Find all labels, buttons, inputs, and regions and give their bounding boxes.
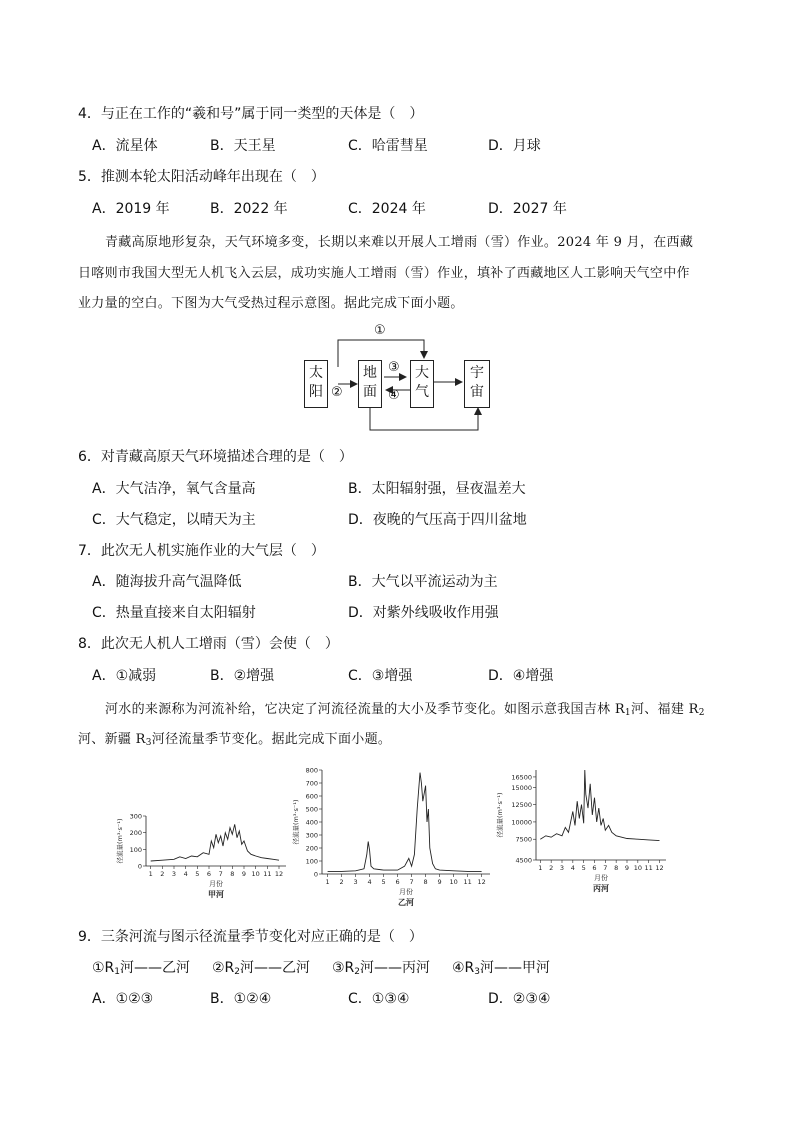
q5-option-d: D．2027 年 — [488, 201, 567, 217]
y-axis-label: 径流量(m³·s⁻¹) — [116, 818, 124, 864]
q9-item-4-num: ④R — [452, 960, 475, 976]
q9-item-2 — [212, 957, 310, 977]
question-6-stem: 6．对青藏高原天气环境描述合理的是（ ） — [78, 449, 353, 465]
chart-title: 丙河 — [593, 884, 609, 893]
atmosphere-box — [410, 360, 434, 408]
q9-item-1-sub: 1 — [114, 967, 121, 977]
x-tick-label: 10 — [633, 864, 642, 872]
question-7-stem: 7．此次无人机实施作业的大气层（ ） — [78, 543, 325, 559]
q9-item-4 — [452, 957, 550, 977]
passage-2-text-d: 河径流量季节变化。据此完成下面小题。 — [151, 732, 392, 747]
series-line — [151, 824, 279, 861]
q9-item-1-num: ①R — [92, 960, 115, 976]
x-tick-label: 6 — [592, 864, 597, 872]
y-axis-label: 径流量(m³·s⁻¹) — [292, 799, 300, 845]
x-tick-label: 8 — [614, 864, 619, 872]
diagram-label-4: ④ — [388, 388, 400, 403]
y-tick-label: 7500 — [515, 835, 532, 844]
x-tick-label: 4 — [570, 864, 575, 872]
question-5-stem: 5．推测本轮太阳活动峰年出现在（ ） — [78, 169, 325, 185]
x-tick-label: 12 — [477, 878, 486, 886]
x-tick-label: 10 — [449, 878, 458, 886]
x-tick-label: 12 — [274, 870, 284, 878]
space-label: 宇宙 — [470, 365, 484, 400]
passage-1-line-2: 日喀则市我国大型无人机飞入云层，成功实施人工增雨（雪）作业，填补了西藏地区人工影响天气空中作 — [78, 266, 690, 281]
q5-option-c: C．2024 年 — [348, 201, 426, 217]
passage-2-text-b: 河、福建 R — [630, 702, 699, 717]
q4-option-c: C．哈雷彗星 — [348, 138, 428, 154]
y-tick-label: 4500 — [515, 856, 532, 865]
diagram-label-2: ② — [331, 385, 343, 400]
x-tick-label: 2 — [549, 864, 554, 872]
x-tick-label: 1 — [148, 870, 153, 878]
y-tick-label: 16500 — [511, 773, 532, 782]
passage-2-sub-2: 2 — [698, 708, 705, 718]
x-tick-label: 2 — [339, 878, 344, 886]
x-tick-label: 3 — [559, 864, 565, 872]
q9-option-a: A．①②③ — [92, 991, 154, 1007]
passage-2-line-1 — [105, 698, 705, 718]
y-tick-label: 0 — [313, 870, 318, 879]
arrow-ground-space — [370, 408, 478, 430]
y-tick-label: 10000 — [511, 818, 532, 827]
diagram-label-3: ③ — [388, 360, 400, 375]
x-tick-label: 6 — [395, 878, 400, 886]
y-tick-label: 400 — [305, 818, 318, 827]
y-tick-label: 800 — [305, 766, 318, 775]
q9-item-4-text: 河——甲河 — [480, 960, 551, 976]
x-tick-label: 1 — [325, 878, 330, 886]
y-tick-label: 300 — [305, 831, 318, 840]
atmosphere-heating-diagram — [300, 322, 500, 434]
q9-item-1-text: 河——乙河 — [120, 960, 191, 976]
q5-option-a: A．2019 年 — [92, 201, 170, 217]
y-tick-label: 0 — [137, 862, 142, 871]
passage-2-line-2 — [78, 728, 391, 748]
x-tick-label: 11 — [263, 870, 272, 878]
q9-item-3-sub: 2 — [354, 967, 361, 977]
q5-option-b: B．2022 年 — [210, 201, 288, 217]
q7-option-a: A．随海拔升高气温降低 — [92, 574, 242, 590]
diagram-label-1: ① — [374, 323, 386, 338]
q6-option-a: A．大气洁净，氧气含量高 — [92, 481, 256, 497]
q9-option-c: C．①③④ — [348, 991, 410, 1007]
y-tick-label: 500 — [305, 805, 318, 814]
q7-option-c: C．热量直接来自太阳辐射 — [92, 605, 256, 621]
q4-option-b: B．天王星 — [210, 138, 276, 154]
x-tick-label: 2 — [160, 870, 165, 878]
q6-option-b: B．太阳辐射强，昼夜温差大 — [348, 481, 526, 497]
y-tick-label: 600 — [305, 792, 318, 801]
q9-item-2-text: 河——乙河 — [240, 960, 311, 976]
x-tick-label: 11 — [644, 864, 653, 872]
x-tick-label: 7 — [218, 870, 223, 878]
q9-item-3-num: ③R — [332, 960, 355, 976]
x-tick-label: 4 — [183, 870, 188, 878]
q9-option-d: D．②③④ — [488, 991, 551, 1007]
question-4-stem: 4．与正在工作的“羲和号”属于同一类型的天体是（ ） — [78, 106, 424, 122]
chart-title: 甲河 — [208, 890, 224, 899]
atmosphere-label: 大气 — [415, 365, 429, 400]
q7-option-d: D．对紫外线吸收作用强 — [348, 605, 499, 621]
x-tick-label: 9 — [437, 878, 442, 886]
ground-label: 地面 — [363, 365, 377, 400]
q9-option-b: B．①②④ — [210, 991, 272, 1007]
q9-item-2-num: ②R — [212, 960, 235, 976]
passage-2-sub-3: 3 — [145, 738, 152, 748]
q9-item-4-sub: 3 — [474, 967, 481, 977]
y-tick-label: 200 — [305, 844, 318, 853]
y-tick-label: 100 — [129, 845, 142, 854]
x-tick-label: 3 — [353, 878, 358, 886]
q6-option-c: C．大气稳定，以晴天为主 — [92, 512, 256, 528]
passage-2-text-a: 河水的来源称为河流补给，它决定了河流径流量的大小及季节变化。如图示意我国吉林 R — [105, 702, 625, 717]
q4-option-a: A．流星体 — [92, 138, 158, 154]
chart-title: 乙河 — [398, 898, 414, 907]
q9-item-3-text: 河——丙河 — [360, 960, 431, 976]
x-tick-label: 7 — [409, 878, 414, 886]
chart-yi-river — [292, 762, 498, 910]
chart-bing-river — [494, 760, 680, 908]
passage-1-line-3: 业力量的空白。下图为大气受热过程示意图。据此完成下面小题。 — [78, 296, 464, 311]
question-9-stem: 9．三条河流与图示径流量季节变化对应正确的是（ ） — [78, 929, 423, 945]
x-tick-label: 9 — [624, 864, 630, 872]
q7-option-b: B．大气以平流运动为主 — [348, 574, 498, 590]
x-tick-label: 10 — [251, 870, 260, 878]
passage-2-text-c: 河、新疆 R — [78, 732, 146, 747]
q9-item-2-sub: 2 — [234, 967, 241, 977]
q8-option-d: D．④增强 — [488, 668, 554, 684]
x-axis-label: 月份 — [399, 888, 413, 896]
passage-2-sub-1: 1 — [624, 708, 631, 718]
y-tick-label: 100 — [305, 857, 318, 866]
x-tick-label: 5 — [381, 878, 386, 886]
x-tick-label: 4 — [367, 878, 372, 886]
q9-item-1 — [92, 957, 190, 977]
x-tick-label: 9 — [241, 870, 247, 878]
x-tick-label: 1 — [538, 864, 543, 872]
sun-box — [304, 360, 328, 408]
series-line — [328, 773, 482, 872]
y-tick-label: 300 — [129, 812, 142, 821]
x-tick-label: 11 — [463, 878, 472, 886]
y-tick-label: 200 — [129, 829, 142, 838]
question-8-stem: 8．此次无人机人工增雨（雪）会使（ ） — [78, 636, 339, 652]
q8-option-a: A．①减弱 — [92, 668, 157, 684]
q4-option-d: D．月球 — [488, 138, 541, 154]
y-axis-label: 径流量(m³·s⁻¹) — [496, 792, 504, 838]
y-tick-label: 12500 — [511, 801, 532, 810]
x-tick-label: 7 — [603, 864, 608, 872]
q8-option-b: B．②增强 — [210, 668, 275, 684]
x-tick-label: 8 — [230, 870, 235, 878]
x-tick-label: 3 — [171, 870, 177, 878]
x-axis-label: 月份 — [594, 874, 608, 882]
q9-item-3 — [332, 957, 430, 977]
series-line — [540, 770, 659, 841]
q6-option-d: D．夜晚的气压高于四川盆地 — [348, 512, 527, 528]
x-tick-label: 6 — [206, 870, 212, 878]
chart-jia-river — [108, 810, 294, 906]
sun-label: 太阳 — [309, 365, 323, 400]
x-tick-label: 8 — [423, 878, 428, 886]
q8-option-c: C．③增强 — [348, 668, 413, 684]
space-box — [464, 360, 490, 408]
x-axis-label: 月份 — [209, 880, 223, 888]
x-tick-label: 5 — [195, 870, 200, 878]
x-tick-label: 12 — [655, 864, 664, 872]
x-tick-label: 5 — [581, 864, 586, 872]
y-tick-label: 15000 — [511, 783, 532, 792]
y-tick-label: 700 — [305, 779, 318, 788]
passage-1-line-1: 青藏高原地形复杂，天气环境多变，长期以来难以开展人工增雨（雪）作业。2024 年 9 月，在西藏 — [105, 235, 694, 250]
ground-box — [358, 360, 382, 408]
